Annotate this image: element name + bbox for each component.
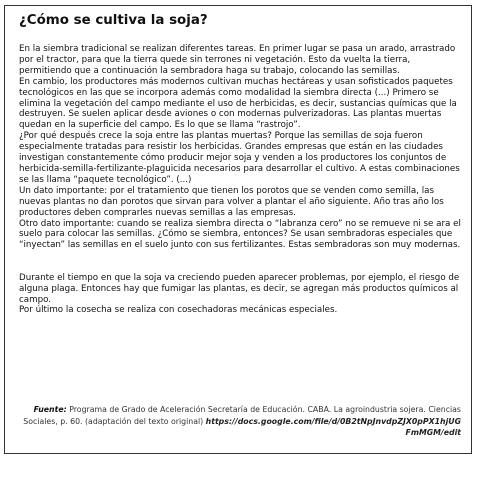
source-citation <box>19 404 461 439</box>
paragraph-5: Otro dato importante: cuando se realiza siembra directa o “labranza cero” no se remueve ni se ara el suelo para colocar las semillas. ¿Cómo se siembra, entonces? Se usan sembradoras especiales que “inyectan” las semillas en el suelo junto con sus fertilizantes. Estas sembradoras son muy modernas. <box>19 218 461 251</box>
paragraph-2: En cambio, los productores más modernos cultivan muchas hectáreas y usan sofisticados paquetes tecnológicos en las que se incorpora además como modalidad la siembra directa (...) Primero se elimina la vegetación del campo mediante el uso de herbicidas, es decir, sustancias químicas que la destruyen. Se suelen aplicar desde aviones o con modernas pulverizadoras. Las plantas muertas quedan en la superficie del campo. Es lo que se llama “rastrojo”. <box>19 76 457 131</box>
source-link[interactable]: https://docs.google.com/file/d/0B2tNpJnvdpZJX0pPX1hjUGFmMGM/edit <box>205 416 461 437</box>
article-body <box>19 44 461 316</box>
page-title: ¿Cómo se cultiva la soja? <box>19 13 208 28</box>
paragraph-6: Durante el tiempo en que la soja va creciendo pueden aparecer problemas, por ejemplo, el riesgo de alguna plaga. Entonces hay que fumigar las plantas, es decir, se agregan más productos químicos al campo. <box>19 272 460 305</box>
paragraph-3: ¿Por qué después crece la soja entre las plantas muertas? Porque las semillas de soja fueron especialmente tratadas para resistir los herbicidas. Grandes empresas que están en las ciudades investigan constantemente cómo producir mejor soja y venden a los productores los conjuntos de herbicida-semilla-fertilizante-plaguicida necesarios para desarrollar el cultivo. A estas combinaciones se las llama “paquete tecnológico”. (...) <box>19 131 460 185</box>
source-text: Programa de Grado de Aceleración Secretaría de Educación. CABA. La agroindustria sojera. Ciencias Sociales, p. 60. (adaptación del texto original) <box>23 405 461 426</box>
text-box <box>4 5 472 454</box>
source-label: Fuente: <box>33 405 67 414</box>
paragraph-7: Por último la cosecha se realiza con cosechadoras mecánicas especiales. <box>19 305 338 316</box>
paragraph-1: En la siembra tradicional se realizan diferentes tareas. En primer lugar se pasa un arado, arrastrado por el tractor, para que la tierra quede sin terrones ni vegetación. Esto da vuelta la tierra, permitiendo que a continuación la sembradora haga su trabajo, colocando las semillas. <box>19 44 456 76</box>
paragraph-4: Un dato importante: por el tratamiento que tienen los porotos que se venden como semilla, las nuevas plantas no dan porotos que sirvan para volver a plantar el año siguiente. Año tras año los productores deben comprarles nuevas semillas a las empresas. <box>19 185 444 218</box>
paragraph-spacer <box>19 251 461 273</box>
